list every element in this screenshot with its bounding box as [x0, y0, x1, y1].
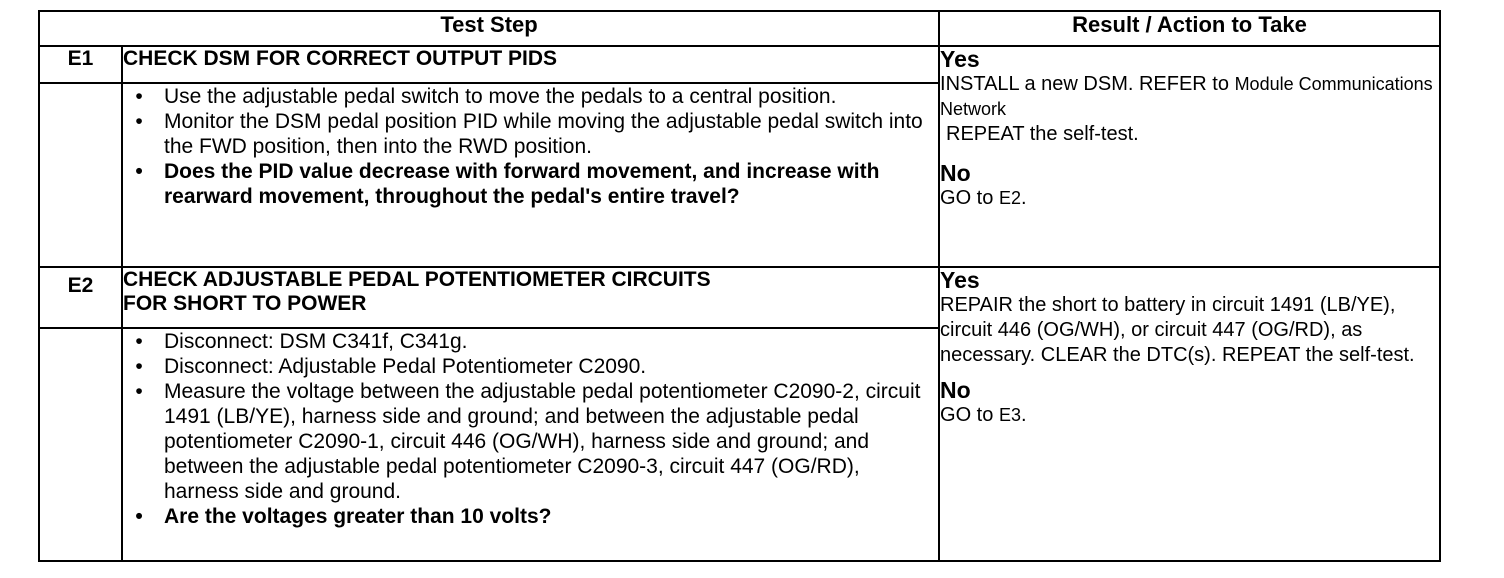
step-title-e1: CHECK DSM FOR CORRECT OUTPUT PIDS — [122, 46, 939, 83]
yes-text-e1-repeat: REPEAT the self-test. — [946, 123, 1139, 145]
result-cell-e2 — [939, 267, 1440, 561]
bullet-icon: • — [135, 110, 143, 133]
question-text: Are the voltages greater than 10 volts? — [164, 505, 552, 528]
bullet-icon: • — [135, 355, 143, 378]
yes-label-e2: Yes — [940, 267, 980, 293]
list-item — [123, 84, 938, 109]
goto-e3-link[interactable]: E3 — [998, 405, 1021, 425]
step-id-e1: E1 — [39, 46, 122, 83]
no-text-e1-goto: GO to — [940, 187, 994, 209]
no-text-e1 — [940, 186, 1439, 211]
list-item-question — [123, 504, 938, 529]
list-item-question — [123, 159, 938, 209]
list-item — [123, 109, 938, 159]
bullet-icon: • — [135, 160, 143, 183]
result-action-header: Result / Action to Take — [939, 11, 1440, 46]
yes-text-e2: REPAIR the short to battery in circuit 1491 (LB/YE), circuit 446 (OG/WH), or circuit 447 (OG/RD), as necessary. CLEAR the DTC(s). REPEAT the self-test. — [940, 294, 1415, 366]
step-e2-actions — [122, 328, 939, 561]
diagnostic-table — [38, 10, 1441, 562]
step-id-e2: E2 — [39, 267, 122, 328]
yes-text-e1-part1: INSTALL a new DSM. REFER to — [940, 73, 1229, 95]
action-text: Measure the voltage between the adjustable pedal potentiometer C2090-2, circuit 1491 (LB/YE), harness side and ground; and between the adjustable pedal potentiometer C2090-1, circuit 446 (OG/WH), harness side and ground; and between the adjustable pedal potentiometer C2090-3, circuit 447 (OG/RD), harness side and ground. — [164, 380, 921, 503]
yes-text-e1 — [940, 72, 1439, 122]
list-item — [123, 379, 938, 504]
header-row — [39, 11, 1440, 46]
bullet-icon: • — [135, 85, 143, 108]
list-item — [123, 329, 938, 354]
no-text-e1-period: . — [1020, 187, 1027, 209]
action-text: Monitor the DSM pedal position PID while moving the adjustable pedal switch into the FWD position, then into the RWD position. — [164, 110, 923, 158]
step-e2-blank — [39, 328, 122, 561]
no-text-e2-period: . — [1020, 404, 1027, 426]
list-item — [123, 354, 938, 379]
bullet-icon: • — [135, 330, 143, 353]
step-e1-title-row — [39, 46, 1440, 83]
step-e1-blank — [39, 83, 122, 267]
step-title-e2-line2: FOR SHORT TO POWER — [123, 292, 367, 315]
module-communications-link[interactable]: Module Communications Network — [940, 74, 1433, 119]
result-cell-e1 — [939, 46, 1440, 267]
test-step-header: Test Step — [39, 11, 939, 46]
step-title-e2-line1: CHECK ADJUSTABLE PEDAL POTENTIOMETER CIRCUITS — [123, 268, 711, 291]
step-e2-title-row — [39, 267, 1440, 328]
action-text: Disconnect: Adjustable Pedal Potentiometer C2090. — [164, 355, 647, 378]
no-label-e2: No — [940, 377, 971, 403]
action-text: Disconnect: DSM C341f, C341g. — [164, 330, 468, 353]
step-e1-action-list — [123, 84, 938, 209]
yes-label-e1: Yes — [940, 46, 980, 72]
no-text-e2-goto: GO to — [940, 404, 994, 426]
no-text-e2 — [940, 403, 1439, 428]
step-title-e2 — [122, 267, 939, 328]
action-text: Use the adjustable pedal switch to move the pedals to a central position. — [164, 85, 837, 108]
step-e1-actions — [122, 83, 939, 267]
bullet-icon: • — [135, 505, 143, 528]
bullet-icon: • — [135, 380, 143, 403]
question-text: Does the PID value decrease with forward movement, and increase with rearward movement, throughout the pedal's entire travel? — [164, 160, 880, 208]
goto-e2-link[interactable]: E2 — [998, 188, 1021, 208]
step-e2-action-list — [123, 329, 938, 529]
no-label-e1: No — [940, 160, 971, 186]
